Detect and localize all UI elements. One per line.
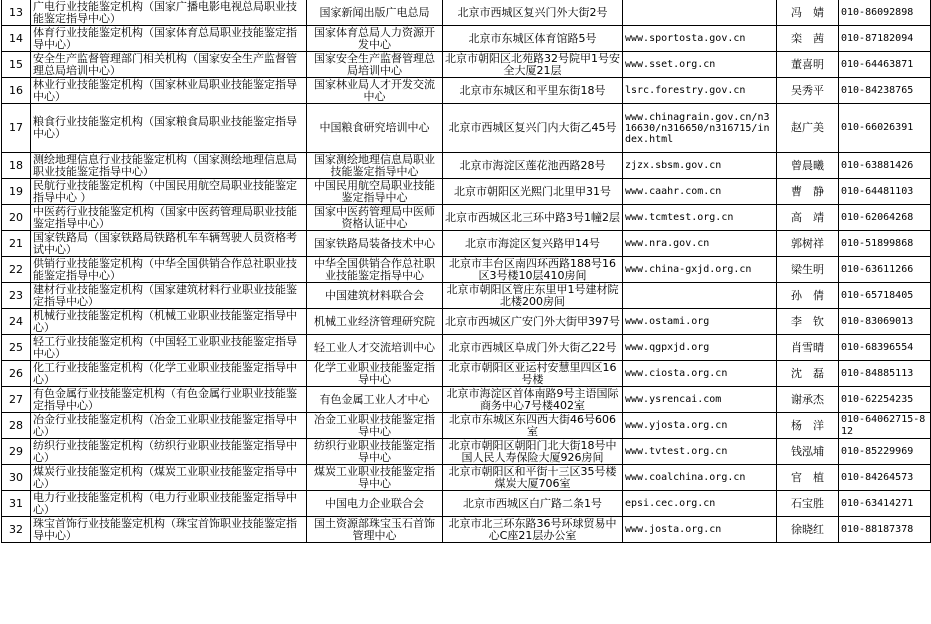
address: 北京市西城区白广路二条1号	[443, 491, 623, 517]
contact-person: 徐晓红	[777, 517, 839, 543]
website: zjzx.sbsm.gov.cn	[623, 153, 777, 179]
agency-name: 有色金属行业技能鉴定机构（有色金属行业职业技能鉴定指导中心）	[31, 387, 307, 413]
website	[623, 283, 777, 309]
address: 北京市朝阳区朝阳门北大街18号中国人民人寿保险大厦926房间	[443, 439, 623, 465]
organizing-unit: 国家体育总局人力资源开发中心	[307, 26, 443, 52]
table-row	[2, 309, 931, 335]
agency-name: 体育行业技能鉴定机构（国家体育总局职业技能鉴定指导中心）	[31, 26, 307, 52]
row-number: 19	[2, 179, 31, 205]
row-number: 20	[2, 205, 31, 231]
row-number: 17	[2, 104, 31, 153]
contact-person: 李 钦	[777, 309, 839, 335]
agency-name: 供销行业技能鉴定机构（中华全国供销合作总社职业技能鉴定指导中心）	[31, 257, 307, 283]
organizing-unit: 国家中医药管理局中医师资格认证中心	[307, 205, 443, 231]
contact-person: 梁生明	[777, 257, 839, 283]
organizing-unit: 中国民用航空局职业技能鉴定指导中心	[307, 179, 443, 205]
address: 北京市海淀区首体南路9号主语国际商务中心7号楼402室	[443, 387, 623, 413]
organizing-unit: 国家林业局人才开发交流中心	[307, 78, 443, 104]
website: www.qgpxjd.org	[623, 335, 777, 361]
contact-phone: 010-63611266	[839, 257, 931, 283]
contact-phone: 010-66026391	[839, 104, 931, 153]
table-row	[2, 205, 931, 231]
address: 北京市西城区北三环中路3号1幢2层	[443, 205, 623, 231]
agency-name: 轻工行业技能鉴定机构（中国轻工业职业技能鉴定指导中心）	[31, 335, 307, 361]
table-row	[2, 413, 931, 439]
agency-name: 国家铁路局（国家铁路局铁路机车车辆驾驶人员资格考试中心）	[31, 231, 307, 257]
website: www.chinagrain.gov.cn/n316630/n316650/n316715/index.html	[623, 104, 777, 153]
website: www.josta.org.cn	[623, 517, 777, 543]
table-row	[2, 439, 931, 465]
website	[623, 0, 777, 26]
address: 北京市西城区广安门外大街甲397号	[443, 309, 623, 335]
table-row	[2, 465, 931, 491]
row-number: 28	[2, 413, 31, 439]
agency-name: 民航行业技能鉴定机构（中国民用航空局职业技能鉴定指导中心 ）	[31, 179, 307, 205]
row-number: 32	[2, 517, 31, 543]
organizing-unit: 中国电力企业联合会	[307, 491, 443, 517]
agency-name: 煤炭行业技能鉴定机构（煤炭工业职业技能鉴定指导中心）	[31, 465, 307, 491]
organizing-unit: 国家铁路局装备技术中心	[307, 231, 443, 257]
website: www.coalchina.org.cn	[623, 465, 777, 491]
table-row	[2, 491, 931, 517]
address: 北京市丰台区南四环西路188号16区3号楼10层410房间	[443, 257, 623, 283]
contact-phone: 010-62064268	[839, 205, 931, 231]
website: www.china-gxjd.org.cn	[623, 257, 777, 283]
contact-phone: 010-84238765	[839, 78, 931, 104]
table-row	[2, 26, 931, 52]
address: 北京市朝阳区管庄东里甲1号建材院北楼200房间	[443, 283, 623, 309]
table-row	[2, 104, 931, 153]
table-row	[2, 179, 931, 205]
table-row	[2, 78, 931, 104]
table-row	[2, 361, 931, 387]
website: www.ciosta.org.cn	[623, 361, 777, 387]
contact-phone: 010-64481103	[839, 179, 931, 205]
address: 北京市海淀区复兴路甲14号	[443, 231, 623, 257]
organizing-unit: 国家安全生产监督管理总局培训中心	[307, 52, 443, 78]
contact-person: 杨 洋	[777, 413, 839, 439]
contact-phone: 010-68396554	[839, 335, 931, 361]
row-number: 25	[2, 335, 31, 361]
contact-person: 郭树祥	[777, 231, 839, 257]
row-number: 27	[2, 387, 31, 413]
table-body	[2, 0, 931, 543]
address: 北京市朝阳区和平街十三区35号楼煤炭大厦706室	[443, 465, 623, 491]
contact-phone: 010-63414271	[839, 491, 931, 517]
table-row	[2, 387, 931, 413]
table-row	[2, 52, 931, 78]
row-number: 22	[2, 257, 31, 283]
contact-person: 董喜明	[777, 52, 839, 78]
contact-person: 谢承杰	[777, 387, 839, 413]
address: 北京市西城区复兴门外大街2号	[443, 0, 623, 26]
table-row	[2, 0, 931, 26]
address: 北京市朝阳区光熙门北里甲31号	[443, 179, 623, 205]
contact-person: 钱泓埔	[777, 439, 839, 465]
agency-name: 林业行业技能鉴定机构（国家林业局职业技能鉴定指导中心）	[31, 78, 307, 104]
contact-person: 赵广美	[777, 104, 839, 153]
table-row	[2, 517, 931, 543]
website: lsrc.forestry.gov.cn	[623, 78, 777, 104]
row-number: 30	[2, 465, 31, 491]
address: 北京市东城区体育馆路5号	[443, 26, 623, 52]
agency-name: 广电行业技能鉴定机构（国家广播电影电视总局职业技能鉴定指导中心）	[31, 0, 307, 26]
organizing-unit: 国家新闻出版广电总局	[307, 0, 443, 26]
contact-person: 栾 茜	[777, 26, 839, 52]
website: www.caahr.com.cn	[623, 179, 777, 205]
agency-name: 化工行业技能鉴定机构（化学工业职业技能鉴定指导中心）	[31, 361, 307, 387]
address: 北京市东城区东四西大街46号606室	[443, 413, 623, 439]
contact-person: 沈 磊	[777, 361, 839, 387]
organizing-unit: 国土资源部珠宝玉石首饰管理中心	[307, 517, 443, 543]
contact-person: 肖雪晴	[777, 335, 839, 361]
row-number: 18	[2, 153, 31, 179]
organizing-unit: 化学工业职业技能鉴定指导中心	[307, 361, 443, 387]
agency-name: 冶金行业技能鉴定机构（冶金工业职业技能鉴定指导中心）	[31, 413, 307, 439]
website: www.ysrencai.com	[623, 387, 777, 413]
table-row	[2, 283, 931, 309]
website: www.sportosta.gov.cn	[623, 26, 777, 52]
address: 北京市西城区阜成门外大街乙22号	[443, 335, 623, 361]
contact-person: 石宝胜	[777, 491, 839, 517]
website: www.sset.org.cn	[623, 52, 777, 78]
table-row	[2, 153, 931, 179]
agency-name: 电力行业技能鉴定机构（电力行业职业技能鉴定指导中心）	[31, 491, 307, 517]
agency-name: 中医药行业技能鉴定机构（国家中医药管理局职业技能鉴定指导中心）	[31, 205, 307, 231]
agency-name: 机械行业技能鉴定机构（机械工业职业技能鉴定指导中心）	[31, 309, 307, 335]
contact-phone: 010-84885113	[839, 361, 931, 387]
organizing-unit: 中华全国供销合作总社职业技能鉴定指导中心	[307, 257, 443, 283]
contact-person: 曾晨曦	[777, 153, 839, 179]
contact-phone: 010-86092898	[839, 0, 931, 26]
row-number: 15	[2, 52, 31, 78]
contact-phone: 010-83069013	[839, 309, 931, 335]
table-row	[2, 335, 931, 361]
website: www.yjosta.org.cn	[623, 413, 777, 439]
organizing-unit: 纺织行业职业技能鉴定指导中心	[307, 439, 443, 465]
contact-phone: 010-87182094	[839, 26, 931, 52]
row-number: 14	[2, 26, 31, 52]
organizing-unit: 中国建筑材料联合会	[307, 283, 443, 309]
agency-name: 建材行业技能鉴定机构（国家建筑材料行业职业技能鉴定指导中心）	[31, 283, 307, 309]
agency-name: 珠宝首饰行业技能鉴定机构（珠宝首饰职业技能鉴定指导中心）	[31, 517, 307, 543]
contact-phone: 010-51899868	[839, 231, 931, 257]
contact-phone: 010-88187378	[839, 517, 931, 543]
agency-name: 粮食行业技能鉴定机构（国家粮食局职业技能鉴定指导中心）	[31, 104, 307, 153]
organizing-unit: 冶金工业职业技能鉴定指导中心	[307, 413, 443, 439]
contact-person: 冯 婧	[777, 0, 839, 26]
contact-person: 官 植	[777, 465, 839, 491]
website: www.tcmtest.org.cn	[623, 205, 777, 231]
agency-name: 纺织行业技能鉴定机构（纺织行业职业技能鉴定指导中心）	[31, 439, 307, 465]
row-number: 31	[2, 491, 31, 517]
contact-phone: 010-62254235	[839, 387, 931, 413]
organizing-unit: 煤炭工业职业技能鉴定指导中心	[307, 465, 443, 491]
row-number: 21	[2, 231, 31, 257]
address: 北京市海淀区莲花池西路28号	[443, 153, 623, 179]
contact-person: 高 靖	[777, 205, 839, 231]
website: www.nra.gov.cn	[623, 231, 777, 257]
row-number: 23	[2, 283, 31, 309]
website: www.tvtest.org.cn	[623, 439, 777, 465]
organizing-unit: 有色金属工业人才中心	[307, 387, 443, 413]
organizing-unit: 轻工业人才交流培训中心	[307, 335, 443, 361]
contact-phone: 010-84264573	[839, 465, 931, 491]
website: epsi.cec.org.cn	[623, 491, 777, 517]
contact-person: 孙 倩	[777, 283, 839, 309]
appraisal-agency-table	[1, 0, 931, 543]
contact-phone: 010-64463871	[839, 52, 931, 78]
row-number: 26	[2, 361, 31, 387]
organizing-unit: 国家测绘地理信息局职业技能鉴定指导中心	[307, 153, 443, 179]
row-number: 24	[2, 309, 31, 335]
contact-phone: 010-64062715-812	[839, 413, 931, 439]
contact-phone: 010-63881426	[839, 153, 931, 179]
website: www.ostami.org	[623, 309, 777, 335]
contact-person: 曹 静	[777, 179, 839, 205]
agency-name: 安全生产监督管理部门相关机构（国家安全生产监督管理总局培训中心）	[31, 52, 307, 78]
address: 北京市西城区复兴门内大街乙45号	[443, 104, 623, 153]
table-row	[2, 231, 931, 257]
row-number: 13	[2, 0, 31, 26]
address: 北京市朝阳区亚运村安慧里四区16号楼	[443, 361, 623, 387]
address: 北京市东城区和平里东街18号	[443, 78, 623, 104]
address: 北京市朝阳区北苑路32号院甲1号安全大厦21层	[443, 52, 623, 78]
organizing-unit: 中国粮食研究培训中心	[307, 104, 443, 153]
table-row	[2, 257, 931, 283]
contact-phone: 010-65718405	[839, 283, 931, 309]
row-number: 16	[2, 78, 31, 104]
contact-phone: 010-85229969	[839, 439, 931, 465]
address: 北京市北三环东路36号环球贸易中心C座21层办公室	[443, 517, 623, 543]
agency-name: 测绘地理信息行业技能鉴定机构（国家测绘地理信息局职业技能鉴定指导中心）	[31, 153, 307, 179]
row-number: 29	[2, 439, 31, 465]
organizing-unit: 机械工业经济管理研究院	[307, 309, 443, 335]
contact-person: 吴秀平	[777, 78, 839, 104]
